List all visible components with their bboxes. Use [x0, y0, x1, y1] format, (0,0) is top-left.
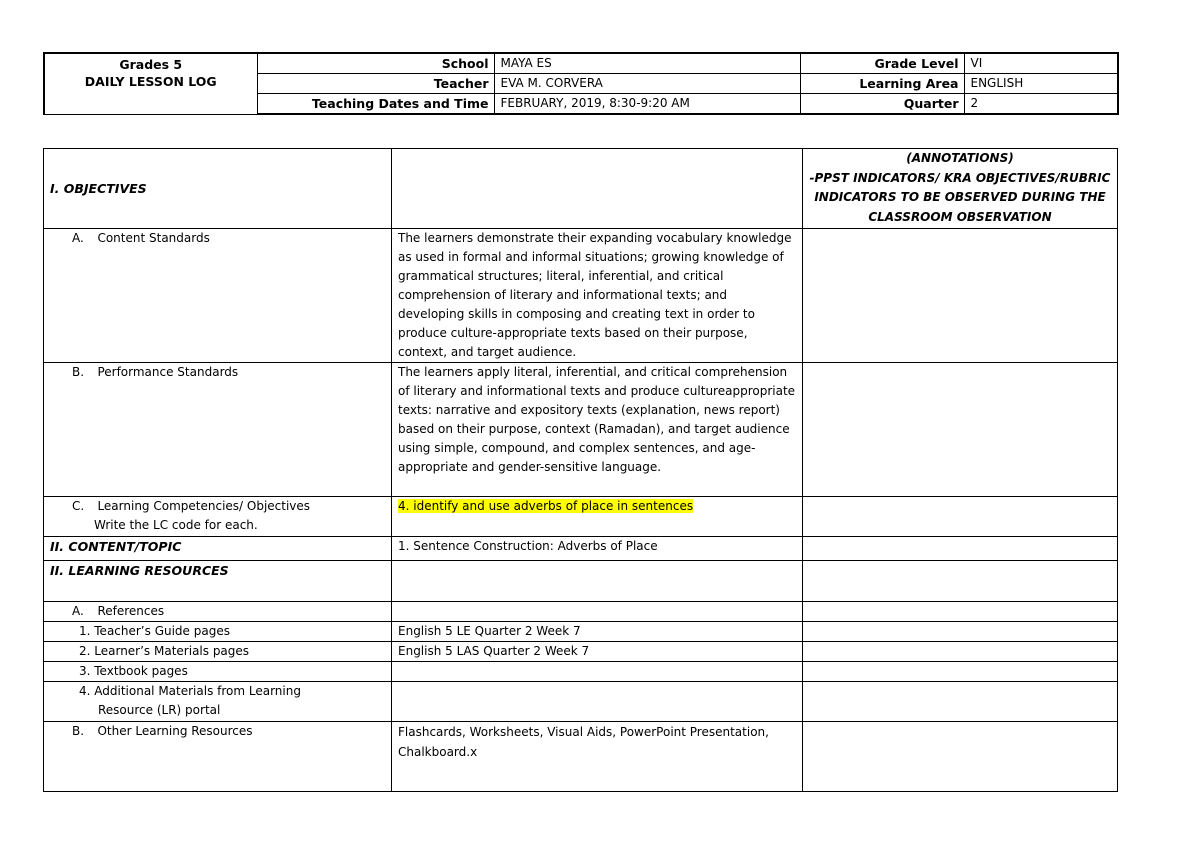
content-standards-marker: A. [72, 231, 84, 245]
performance-standards-row [44, 363, 1118, 497]
lesson-table [43, 148, 1118, 792]
header-table [43, 52, 1119, 115]
performance-standards-marker: B. [72, 365, 85, 379]
reference-label-text: 4. Additional Materials from Learning [79, 684, 301, 698]
reference-label: 2. Learner’s Materials pages [44, 642, 392, 662]
other-resources-label-text: Other Learning Resources [97, 724, 253, 738]
table-row [44, 642, 1118, 662]
dates-label: Teaching Dates and Time [257, 94, 494, 115]
log-title-line2: DAILY LESSON LOG [84, 74, 217, 89]
other-resources-row [44, 722, 1118, 792]
quarter-label: Quarter [800, 94, 964, 115]
competencies-marker: C. [72, 499, 85, 513]
other-resources-marker: B. [72, 724, 85, 738]
annotations-desc: -PPST INDICATORS/ KRA OBJECTIVES/RUBRIC INDICATORS TO BE OBSERVED DURING THE CLASSROOM OBSERVATION [809, 170, 1111, 224]
dates-value: FEBRUARY, 2019, 8:30-9:20 AM [494, 94, 800, 115]
reference-annotation [803, 682, 1118, 722]
other-resources-label [44, 722, 392, 792]
log-title [44, 53, 257, 114]
objectives-empty-cell [392, 149, 803, 229]
log-title-line1: Grades 5 [119, 57, 183, 72]
competencies-sublabel: Write the LC code for each. [94, 518, 258, 532]
reference-annotation [803, 622, 1118, 642]
reference-annotation [803, 662, 1118, 682]
reference-annotation [803, 642, 1118, 662]
references-row [44, 602, 1118, 622]
school-label: School [257, 53, 494, 74]
reference-label-cont: Resource (LR) portal [98, 703, 221, 717]
content-standards-text: The learners demonstrate their expanding vocabulary knowledge as used in formal and informal situations; growing knowledge of grammatical structures; literal, inferential, and critical comprehension of literary and informational texts; and developing skills in composing and creating text in order to produce culture-appropriate texts based on their purpose, context, and target audience. [392, 229, 803, 363]
competencies-annotation [803, 497, 1118, 537]
quarter-value: 2 [964, 94, 1118, 115]
annotations-title: (ANNOTATIONS) [906, 151, 1014, 165]
objectives-title: I. OBJECTIVES [44, 149, 392, 229]
objectives-row [44, 149, 1118, 229]
grade-level-label: Grade Level [800, 53, 964, 74]
performance-standards-text: The learners apply literal, inferential, and critical comprehension of literary and informational texts and produce cultureappropriate texts: narrative and expository texts (explanation, news report) based on their purpose, context (Ramadan), and target audience using simple, compound, and complex sentences, and age-appropriate and gender-sensitive language. [392, 363, 803, 497]
competencies-label [44, 497, 392, 537]
annotations-header [803, 149, 1118, 229]
content-topic-title: II. CONTENT/TOPIC [44, 537, 392, 561]
competencies-cell [392, 497, 803, 537]
performance-standards-annotation [803, 363, 1118, 497]
references-empty [392, 602, 803, 622]
learning-area-value: ENGLISH [964, 74, 1118, 94]
other-resources-text: Flashcards, Worksheets, Visual Aids, PowerPoint Presentation, Chalkboard.x [392, 722, 803, 792]
learning-resources-row [44, 561, 1118, 602]
reference-value [392, 682, 803, 722]
reference-label [44, 682, 392, 722]
learning-resources-annotation [803, 561, 1118, 602]
content-standards-row [44, 229, 1118, 363]
references-annotation [803, 602, 1118, 622]
content-topic-annotation [803, 537, 1118, 561]
reference-label: 1. Teacher’s Guide pages [44, 622, 392, 642]
content-topic-text: 1. Sentence Construction: Adverbs of Place [392, 537, 803, 561]
learning-resources-empty [392, 561, 803, 602]
reference-label: 3. Textbook pages [44, 662, 392, 682]
table-row [44, 622, 1118, 642]
competencies-label-text: Learning Competencies/ Objectives [97, 499, 311, 513]
reference-value [392, 662, 803, 682]
competencies-text: 4. identify and use adverbs of place in sentences [398, 499, 694, 513]
references-label-text: References [97, 604, 165, 618]
teacher-value: EVA M. CORVERA [494, 74, 800, 94]
other-resources-annotation [803, 722, 1118, 792]
learning-area-label: Learning Area [800, 74, 964, 94]
learning-resources-title: II. LEARNING RESOURCES [44, 561, 392, 602]
table-row [44, 662, 1118, 682]
school-value: MAYA ES [494, 53, 800, 74]
content-standards-label [44, 229, 392, 363]
performance-standards-label [44, 363, 392, 497]
content-topic-row [44, 537, 1118, 561]
content-standards-annotation [803, 229, 1118, 363]
grade-level-value: VI [964, 53, 1118, 74]
competencies-row [44, 497, 1118, 537]
references-label [44, 602, 392, 622]
reference-value: English 5 LAS Quarter 2 Week 7 [392, 642, 803, 662]
references-marker: A. [72, 604, 84, 618]
performance-standards-label-text: Performance Standards [97, 365, 239, 379]
table-row [44, 682, 1118, 722]
content-standards-label-text: Content Standards [97, 231, 210, 245]
teacher-label: Teacher [257, 74, 494, 94]
reference-value: English 5 LE Quarter 2 Week 7 [392, 622, 803, 642]
